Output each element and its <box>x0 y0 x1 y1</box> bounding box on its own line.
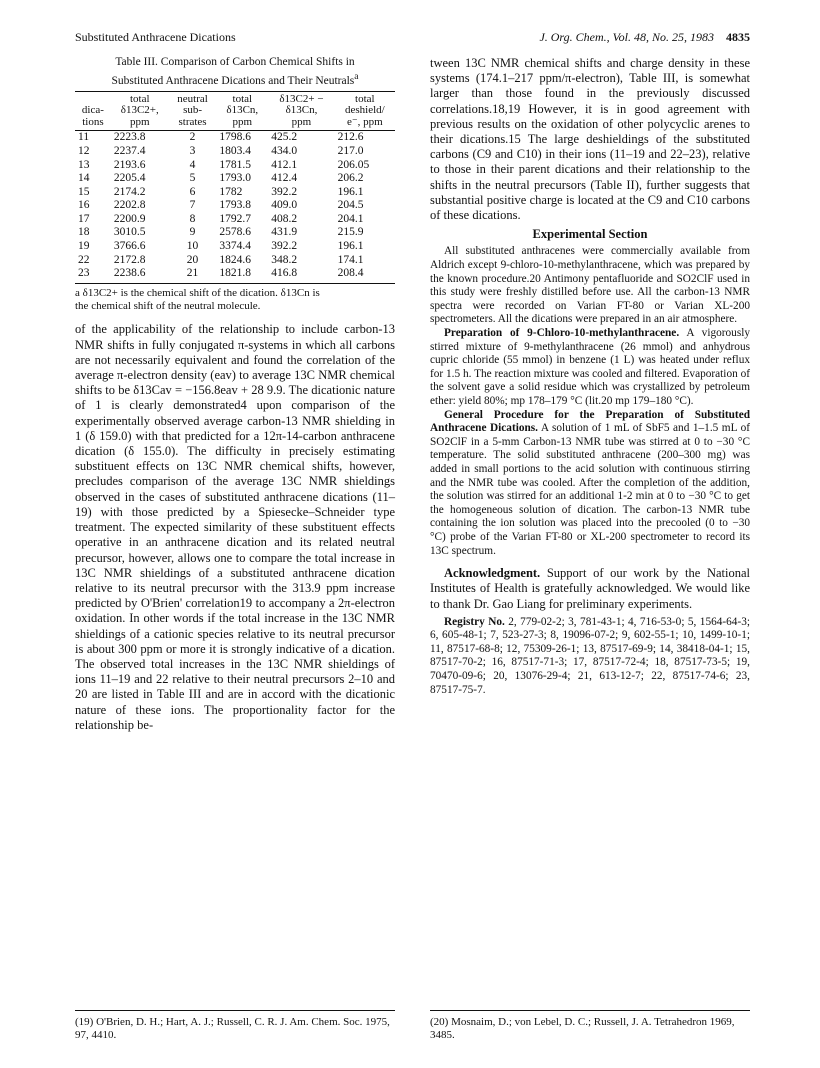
table-row <box>75 172 395 186</box>
table-cell: 3010.5 <box>113 226 146 239</box>
table-cell: 19 <box>78 240 90 253</box>
table-row <box>75 159 395 173</box>
table-cell: 14 <box>78 172 90 185</box>
table-header-cell: ppm <box>216 117 268 131</box>
left-body <box>75 322 395 732</box>
table-header-cell: δ13C2+ − <box>268 91 334 105</box>
table-cell: 1803.4 <box>219 144 251 157</box>
table-cell: 5 <box>189 172 196 185</box>
table-header-cell: total <box>216 91 268 105</box>
table-cell: 17 <box>78 212 90 225</box>
table-header-cell: sub- <box>183 104 203 117</box>
table-cell: 392.2 <box>271 185 298 198</box>
page-header <box>75 30 750 46</box>
acknowledgment-paragraph <box>430 566 750 612</box>
prep-paragraph <box>430 327 750 409</box>
table-cell: 2237.4 <box>113 144 146 157</box>
table-header-cell <box>75 91 111 105</box>
table-cell: 21 <box>169 267 217 283</box>
table-title <box>75 56 395 88</box>
table-cell: 204.5 <box>337 199 364 212</box>
table-row <box>75 240 395 254</box>
table-header-cell: ppm <box>268 117 334 131</box>
table-cell: 348.2 <box>271 253 298 266</box>
registry-title: Registry No. <box>444 615 505 628</box>
table-cell: 215.9 <box>337 226 364 239</box>
table-header-row <box>75 117 395 131</box>
table-header-cell: deshield/ <box>344 104 385 117</box>
table-cell: 6 <box>189 185 196 198</box>
table-title-line2: Substituted Anthracene Dications and Their Neutrals <box>111 74 355 87</box>
table-cell: 412.4 <box>271 172 298 185</box>
table-header-cell: strates <box>169 117 217 131</box>
table-cell: 2205.4 <box>113 172 146 185</box>
table-cell: 1781.5 <box>219 158 251 171</box>
table-cell: 10 <box>186 240 199 253</box>
table-cell: 1782 <box>219 185 243 198</box>
table-footnote <box>75 287 395 313</box>
right-paragraph: tween 13C NMR chemical shifts and charge density in these systems (174.1–217 ppm/π-electron), Table III, is somewhat larger than those found in the previously discussed correlations.18,19 However, it is in good agreement with previous results on the oxidation of other polycyclic arenes to their dications.15 The large deshieldings of the substituted carbons (C9 and C10) in their ions (11–19 and 22–23), relative to those in their parent dications and their relationship to the shifts in the neutral precursors (Table II), further suggests that substantial positive charge is located at the C9 and C10 carbons of these dications. <box>430 56 750 223</box>
table-header-cell: dica- <box>81 104 104 117</box>
right-footnote-rule <box>430 1010 750 1011</box>
table-cell: 1793.8 <box>219 199 251 212</box>
shift-comparison-table <box>75 91 395 284</box>
table-header-cell: ppm <box>111 117 169 131</box>
table-cell: 196.1 <box>337 185 364 198</box>
table-cell: 208.4 <box>335 267 395 283</box>
table-cell: 23 <box>75 267 111 283</box>
table-cell: 3 <box>189 144 196 157</box>
general-title: General Procedure for the Preparation of Substituted Anthracene Dications. <box>430 408 750 435</box>
table-cell: 9 <box>189 226 196 239</box>
table-row <box>75 145 395 159</box>
table-cell: 15 <box>78 185 90 198</box>
table-cell: 2223.8 <box>113 131 146 144</box>
table-cell: 2238.6 <box>111 267 169 283</box>
general-text: A solution of 1 mL of SbF5 and 1–1.5 mL of SO2ClF in a 5-mm Carbon-13 NMR tube was stirred at 0 to −30 °C temperature. The solid substituted anthracene (200–300 mg) was added in small portions to the acid solution with continuous stirring and the NMR tube was cooled. After the completion of the addition, the solution was stirred for an additional 1-2 min at 0 to −30 °C to get the homogeneous solution of dication. The carbon-13 NMR tube containing the ion solution was placed into the precooled (0 to −30 °C) probe of the Varian FT-80 or XL-200 spectrometer to record its 13C spectrum. <box>430 422 750 557</box>
table-row <box>75 213 395 227</box>
general-paragraph <box>430 409 750 559</box>
table-header-cell: neutral <box>169 91 217 105</box>
table-cell: 2202.8 <box>113 199 146 212</box>
table-title-line1: Table III. Comparison of Carbon Chemical Shifts in <box>115 56 355 68</box>
table-header-cell: tions <box>75 117 111 131</box>
prep-title: Preparation of 9-Chloro-10-methylanthracene. <box>444 327 680 339</box>
table-cell: 2193.6 <box>113 158 146 171</box>
table-header-cell: δ13Cn, <box>226 104 259 117</box>
table-cell: 1792.7 <box>219 212 251 225</box>
table-cell: 408.2 <box>271 212 298 225</box>
table-cell: 16 <box>78 199 90 212</box>
table-cell: 2200.9 <box>113 212 146 225</box>
left-footnote-rule <box>75 1010 395 1011</box>
table-title-footnote-mark: a <box>354 70 359 82</box>
table-header-row <box>75 91 395 105</box>
table-row <box>75 254 395 268</box>
table-cell: 12 <box>78 144 90 157</box>
right-column <box>430 56 750 697</box>
table-cell: 3374.4 <box>219 240 251 253</box>
table-cell: 7 <box>189 199 196 212</box>
table-header-cell: total <box>111 91 169 105</box>
table-cell: 206.05 <box>337 158 370 171</box>
acknowledgment-title: Acknowledgment. <box>444 566 541 581</box>
table-footnote-line1: a δ13C2+ is the chemical shift of the dication. δ13Cn is <box>75 286 320 299</box>
registry-paragraph <box>430 616 750 698</box>
acknowledgment-text: Support of our work by the National Institutes of Health is gratefully acknowledged. We would like to thank Dr. Gao Liang for preliminary experiments. <box>430 566 751 611</box>
table-cell: 196.1 <box>337 240 364 253</box>
table-cell: 2 <box>189 131 196 144</box>
prep-text: A vigorously stirred mixture of 9-methylanthracene (26 mmol) and anhydrous cupric chloride (55 mmol) in benzene (1 L) was heated under reflux for 1.5 h. The reaction mixture was cooled and filtered. Evaporation of the solvent gave a solid residue which was crystallized by petroleum ether: yield 80%; mp 178–179 °C (lit.20 mp 179–180 °C). <box>430 327 750 407</box>
table-row <box>75 131 395 145</box>
table-cell: 8 <box>189 212 196 225</box>
table-cell: 174.1 <box>337 253 364 266</box>
table-row <box>75 199 395 213</box>
table-row <box>75 226 395 240</box>
table-header-cell: total <box>335 91 395 105</box>
table-header-cell: δ13C2+, <box>120 104 159 117</box>
table-cell: 431.9 <box>271 226 298 239</box>
table-cell: 206.2 <box>337 172 364 185</box>
table-cell: 11 <box>78 131 90 144</box>
table-cell: 2174.2 <box>113 185 146 198</box>
table-cell: 409.0 <box>271 199 298 212</box>
table-cell: 13 <box>78 158 90 171</box>
table-cell: 2578.6 <box>219 226 251 239</box>
left-paragraph: of the applicability of the relationship to include carbon-13 NMR shifts in fully conjugated π-systems in which all carbons are not necessarily equivalent and found the correlation of the average π-electron density (eav) to average 13C NMR chemical shifts to be δ13Cav = −156.8eav + 28 9.9. The dicationic nature of 1 is clearly demonstrated4 upon comparison of the experimentally observed average carbon-13 NMR shielding in 1 (δ 159.0) with that predicted for a 12π-14-carbon anthracene dication (δ 155.0). The difficulty in precisely estimating substituent effects on 13C NMR chemical shifts, however, precludes comparison of the average 13C NMR shieldings observed in the cases of substituted anthracene dications (11–19) with those predicted by a Spiesecke–Schneider type treatment. The expected similarity of these substituent effects operative in an anthracene dication and its related neutral precursor, however, allows one to compare the total increase in 13C NMR shieldings of a substituted anthracene dication relative to its neutral precursor with the 313.9 ppm increase predicted by O'Brien' correlation19 to accompany a 2π-electron oxidation. In other words if the total increase in the 13C NMR shieldings of a cationic species relative to its neutral precursor is about 300 ppm or more it is strongly indicative of a dication. The observed total increases in the 13C NMR shieldings of ions 11–19 and 22 relative to their neutral precursors 2–10 and 20 are listed in Table III and are in accord with the dicationic nature of these ions. The proportionality factor for the relationship be- <box>75 322 395 732</box>
table-cell: 4 <box>189 158 196 171</box>
table-cell: 416.8 <box>268 267 334 283</box>
reference-20: (20) Mosnaim, D.; von Lebel, D. C.; Russell, J. A. Tetrahedron 1969, 3485. <box>430 1016 735 1041</box>
table-row <box>75 186 395 200</box>
table-footnote-line2: the chemical shift of the neutral molecule. <box>75 299 261 312</box>
table-cell: 1793.0 <box>219 172 251 185</box>
table-cell: 392.2 <box>271 240 298 253</box>
journal-info: J. Org. Chem., Vol. 48, No. 25, 1983 <box>539 30 714 44</box>
table-cell: 212.6 <box>337 131 364 144</box>
table-cell: 22 <box>78 253 90 266</box>
running-title: Substituted Anthracene Dications <box>75 30 236 44</box>
table-header-cell: e⁻, ppm <box>335 117 395 131</box>
table-cell: 434.0 <box>271 144 298 157</box>
table-cell: 18 <box>78 226 90 239</box>
table-row <box>75 267 395 283</box>
table-cell: 1824.6 <box>219 253 251 266</box>
table-cell: 2172.8 <box>113 253 146 266</box>
table-cell: 412.1 <box>271 158 298 171</box>
experimental-section <box>430 245 750 558</box>
table-header-cell: δ13Cn, <box>285 104 318 117</box>
table-cell: 1821.8 <box>216 267 268 283</box>
left-column <box>75 56 395 733</box>
journal-citation <box>539 30 750 45</box>
table-cell: 1798.6 <box>219 131 251 144</box>
experimental-intro: All substituted anthracenes were commercially available from Aldrich except 9-chloro-10-methylanthracene, which was prepared by the known procedure.20 Antimony pentafluoride and SO2ClF used in this study were freshly distilled before use. All the carbon-13 NMR spectra were recorded on Varian FT-80 or Varian XL-200 spectrometers. All the dications were prepared in an air atmosphere. <box>430 245 750 326</box>
table-cell: 217.0 <box>337 144 364 157</box>
table-cell: 425.2 <box>271 131 298 144</box>
registry-text: 2, 779-02-2; 3, 781-43-1; 4, 716-53-0; 5, 1564-64-3; 6, 605-48-1; 7, 523-27-3; 8, 19096-07-2; 9, 602-55-1; 10, 1499-10-1; 11, 87517-68-8; 12, 75309-26-1; 13, 87517-69-9; 14, 38418-04-1; 15, 87517-70-2; 16, 87517-71-3; 17, 87517-72-4; 18, 87517-73-5; 19, 70470-09-6; 20, 13076-29-4; 21, 613-12-7; 22, 87517-74-6; 23, 87517-75-7. <box>430 615 750 696</box>
experimental-heading: Experimental Section <box>532 227 648 242</box>
table-cell: 204.1 <box>337 212 364 225</box>
reference-19: (19) O'Brien, D. H.; Hart, A. J.; Russell, C. R. J. Am. Chem. Soc. 1975, 97, 4410. <box>75 1016 390 1041</box>
table-cell: 20 <box>186 253 199 266</box>
table-title-line2-wrap <box>75 70 395 88</box>
page-number: 4835 <box>726 30 750 44</box>
table-cell: 3766.6 <box>113 240 146 253</box>
